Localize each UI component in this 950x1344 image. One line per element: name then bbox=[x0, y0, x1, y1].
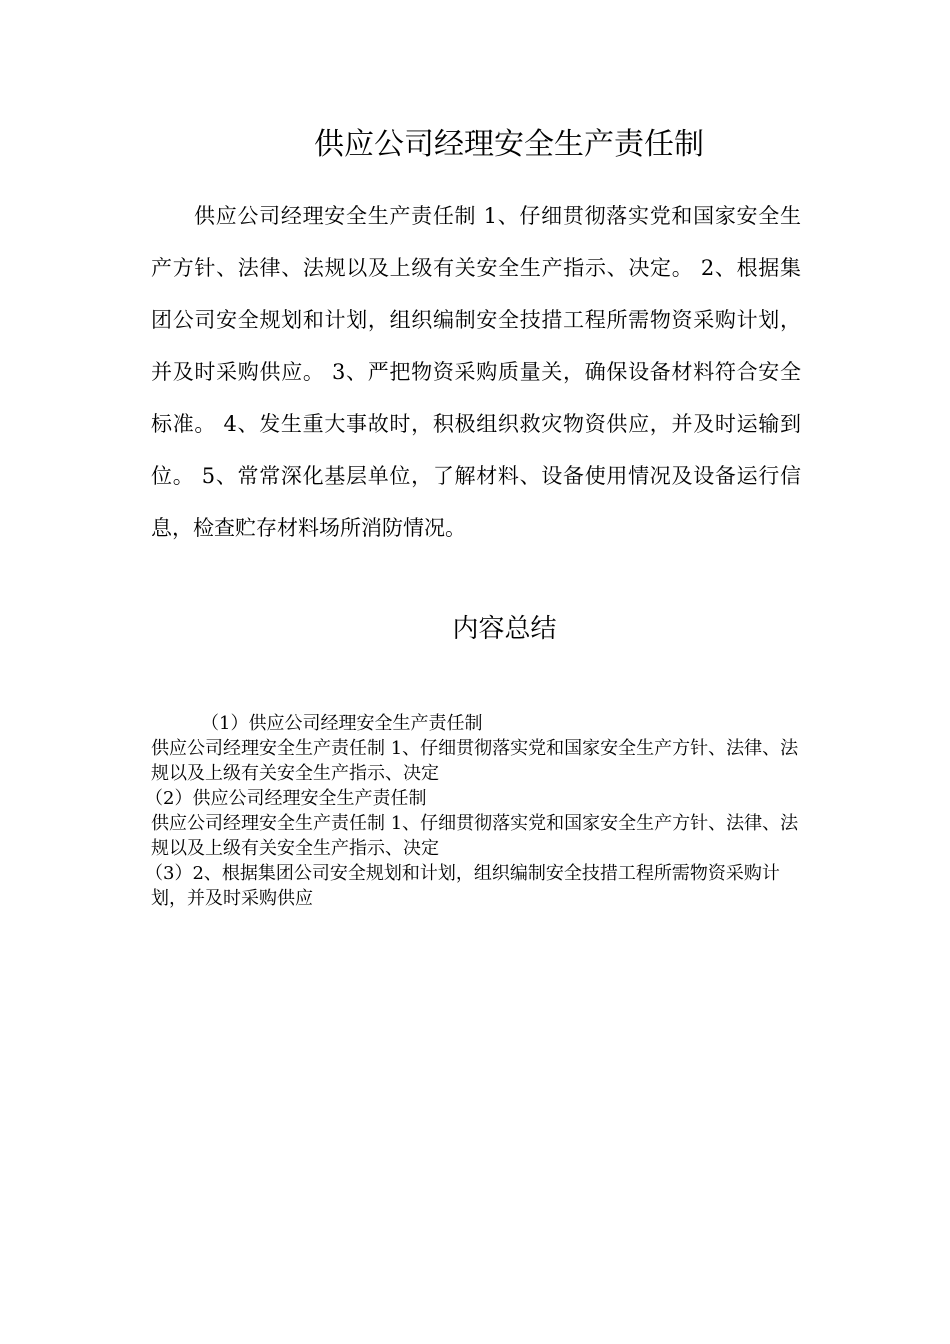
document-title: 供应公司经理安全生产责任制 bbox=[314, 127, 704, 162]
summary-item-2-text: 供应公司经理安全生产责任制 1、仔细贯彻落实党和国家安全生产方针、法律、法规以及上级有关安全生产指示、决定 bbox=[151, 813, 799, 859]
summary-item-2-heading: （2）供应公司经理安全生产责任制 bbox=[145, 788, 427, 809]
summary-title: 内容总结 bbox=[452, 614, 557, 644]
summary-list bbox=[145, 711, 801, 911]
summary-item-1-heading: （1）供应公司经理安全生产责任制 bbox=[201, 713, 483, 734]
document-body-paragraph: 供应公司经理安全生产责任制 1、仔细贯彻落实党和国家安全生产方针、法律、法规以及上级有关安全生产指示、决定。 2、根据集团公司安全规划和计划，组织编制安全技措工程所需物资采购计划，并及时采购供应。 3、严把物资采购质量关，确保设备材料符合安全标准。 4、发生重大事故时，积极组织救灾物资供应，并及时运输到位。 5、常常深化基层单位，了解材料、设备使用情况及设备运行信息，检查贮存材料场所消防情况。 bbox=[151, 204, 801, 540]
summary-item-3-heading: （3）2、根据集团公司安全规划和计划，组织编制安全技措工程所需物资采购计划，并及时采购供应 bbox=[145, 863, 780, 909]
summary-item-1-text: 供应公司经理安全生产责任制 1、仔细贯彻落实党和国家安全生产方针、法律、法规以及上级有关安全生产指示、决定 bbox=[151, 738, 799, 784]
